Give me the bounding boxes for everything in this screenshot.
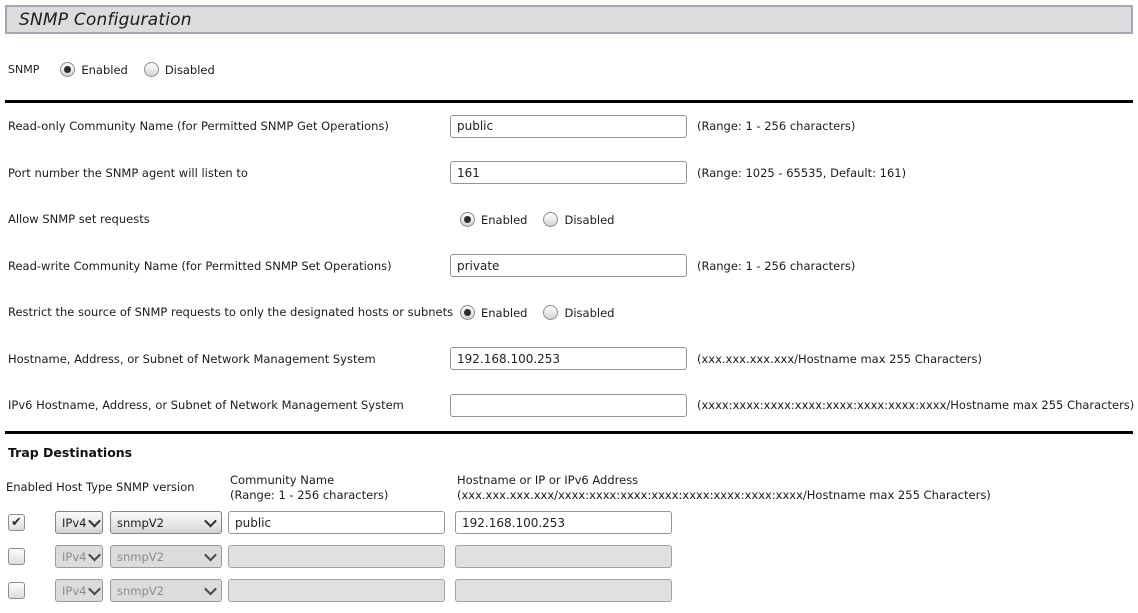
hostname-header-line: Hostname or IP or IPv6 Address <box>457 472 639 487</box>
snmp-disabled-radio-label: Disabled <box>164 63 215 77</box>
section-divider <box>5 431 1133 434</box>
form-row-allow-set-requests <box>5 196 1133 243</box>
snmp-label: SNMP <box>8 62 40 76</box>
chevron-down-icon <box>204 583 217 596</box>
community-header-line: Community Name <box>230 472 335 487</box>
radio-dot-icon <box>64 66 71 73</box>
restrict-enabled-radio[interactable] <box>460 305 475 320</box>
field-hint: (xxx.xxx.xxx.xxx/Hostname max 255 Characters) <box>697 351 983 366</box>
trap-enabled-checkbox[interactable] <box>8 514 25 531</box>
chevron-down-icon <box>89 515 102 528</box>
form-row-agent-port <box>5 150 1133 197</box>
field-hint: (xxxx:xxxx:xxxx:xxxx:xxxx:xxxx:xxxx:xxxx/Hostname max 255 Characters) <box>697 398 1135 413</box>
trap-enabled-checkbox[interactable] <box>8 548 25 565</box>
trap-enabled-checkbox[interactable] <box>8 582 25 599</box>
radio-dot-icon <box>464 216 471 223</box>
snmp-version-value: snmpV2 <box>117 583 164 598</box>
allow-set-disabled-label: Disabled <box>564 213 615 228</box>
trap-community-input[interactable] <box>228 579 445 602</box>
community-header-hint: (Range: 1 - 256 characters) <box>230 487 389 502</box>
field-label: IPv6 Hostname, Address, or Subnet of Network Management System <box>8 398 404 413</box>
restrict-enabled-label: Enabled <box>481 306 528 321</box>
restrict-source-radio-group <box>460 304 630 320</box>
host-type-value: IPv4 <box>62 515 87 530</box>
readonly-community-input[interactable] <box>450 115 687 138</box>
field-hint: (Range: 1 - 256 characters) <box>697 119 856 134</box>
trap-hostname-input[interactable] <box>455 579 672 602</box>
trap-snmp-version-select[interactable] <box>110 511 222 534</box>
page-title-bar <box>5 5 1133 34</box>
snmp-disabled-radio[interactable] <box>144 62 159 77</box>
snmp-enabled-radio-label: Enabled <box>81 63 128 77</box>
ipv6-nms-hostname-input[interactable] <box>450 394 687 417</box>
field-label: Read-only Community Name (for Permitted SNMP Get Operations) <box>8 119 389 134</box>
nms-hostname-input[interactable] <box>450 347 687 370</box>
chevron-down-icon <box>89 583 102 596</box>
restrict-disabled-radio[interactable] <box>543 305 558 320</box>
allow-set-requests-radio-group <box>460 211 630 227</box>
radio-dot-icon <box>464 309 471 316</box>
allow-set-enabled-label: Enabled <box>481 213 528 228</box>
checkmark-icon: ✔ <box>11 515 22 530</box>
snmp-version-value: snmpV2 <box>117 515 164 530</box>
field-hint: (Range: 1 - 256 characters) <box>697 258 856 273</box>
form-row-restrict-source <box>5 289 1133 336</box>
trap-row-3 <box>5 574 1133 608</box>
field-label: Port number the SNMP agent will listen to <box>8 165 248 180</box>
trap-community-input[interactable] <box>228 545 445 568</box>
chevron-down-icon <box>204 549 217 562</box>
restrict-disabled-label: Disabled <box>564 306 615 321</box>
snmp-toggle-row <box>8 59 1133 79</box>
field-label: Restrict the source of SNMP requests to only the designated hosts or subnets <box>8 305 454 320</box>
form-row-nms-hostname <box>5 336 1133 383</box>
trap-hostname-input[interactable] <box>455 511 672 534</box>
trap-host-type-select[interactable] <box>55 511 103 534</box>
trap-col-hostname-header <box>457 473 1133 503</box>
form-row-ipv6-nms-hostname <box>5 382 1133 429</box>
trap-host-type-select[interactable] <box>55 545 103 568</box>
trap-host-type-select[interactable] <box>55 579 103 602</box>
trap-snmp-version-select[interactable] <box>110 579 222 602</box>
trap-table-header <box>6 473 1133 503</box>
allow-set-disabled-radio[interactable] <box>543 212 558 227</box>
trap-row-1 <box>5 506 1133 540</box>
trap-community-input[interactable] <box>228 511 445 534</box>
field-label: Hostname, Address, or Subnet of Network Management System <box>8 351 376 366</box>
form-row-readonly-community <box>5 103 1133 150</box>
field-hint: (Range: 1025 - 65535, Default: 161) <box>697 165 907 180</box>
page-title: SNMP Configuration <box>19 9 192 30</box>
field-label: Read-write Community Name (for Permitted SNMP Set Operations) <box>8 258 392 273</box>
field-label: Allow SNMP set requests <box>8 212 150 227</box>
trap-destinations-title: Trap Destinations <box>8 444 133 460</box>
allow-set-enabled-radio[interactable] <box>460 212 475 227</box>
trap-col-community-header <box>230 473 457 503</box>
readwrite-community-input[interactable] <box>450 254 687 277</box>
chevron-down-icon <box>204 515 217 528</box>
chevron-down-icon <box>89 549 102 562</box>
snmp-enabled-radio[interactable] <box>60 62 75 77</box>
snmp-version-value: snmpV2 <box>117 549 164 564</box>
host-type-value: IPv4 <box>62 583 87 598</box>
trap-hostname-input[interactable] <box>455 545 672 568</box>
form-row-readwrite-community <box>5 243 1133 290</box>
host-type-value: IPv4 <box>62 549 87 564</box>
trap-col-enabled-hosttype-version-header: Enabled Host Type SNMP version <box>6 480 195 494</box>
trap-row-2 <box>5 540 1133 574</box>
agent-port-input[interactable] <box>450 161 687 184</box>
hostname-header-hint: (xxx.xxx.xxx.xxx/xxxx:xxxx:xxxx:xxxx:xxxx:xxxx:xxxx:xxxx/Hostname max 255 Characters) <box>457 487 991 502</box>
trap-snmp-version-select[interactable] <box>110 545 222 568</box>
